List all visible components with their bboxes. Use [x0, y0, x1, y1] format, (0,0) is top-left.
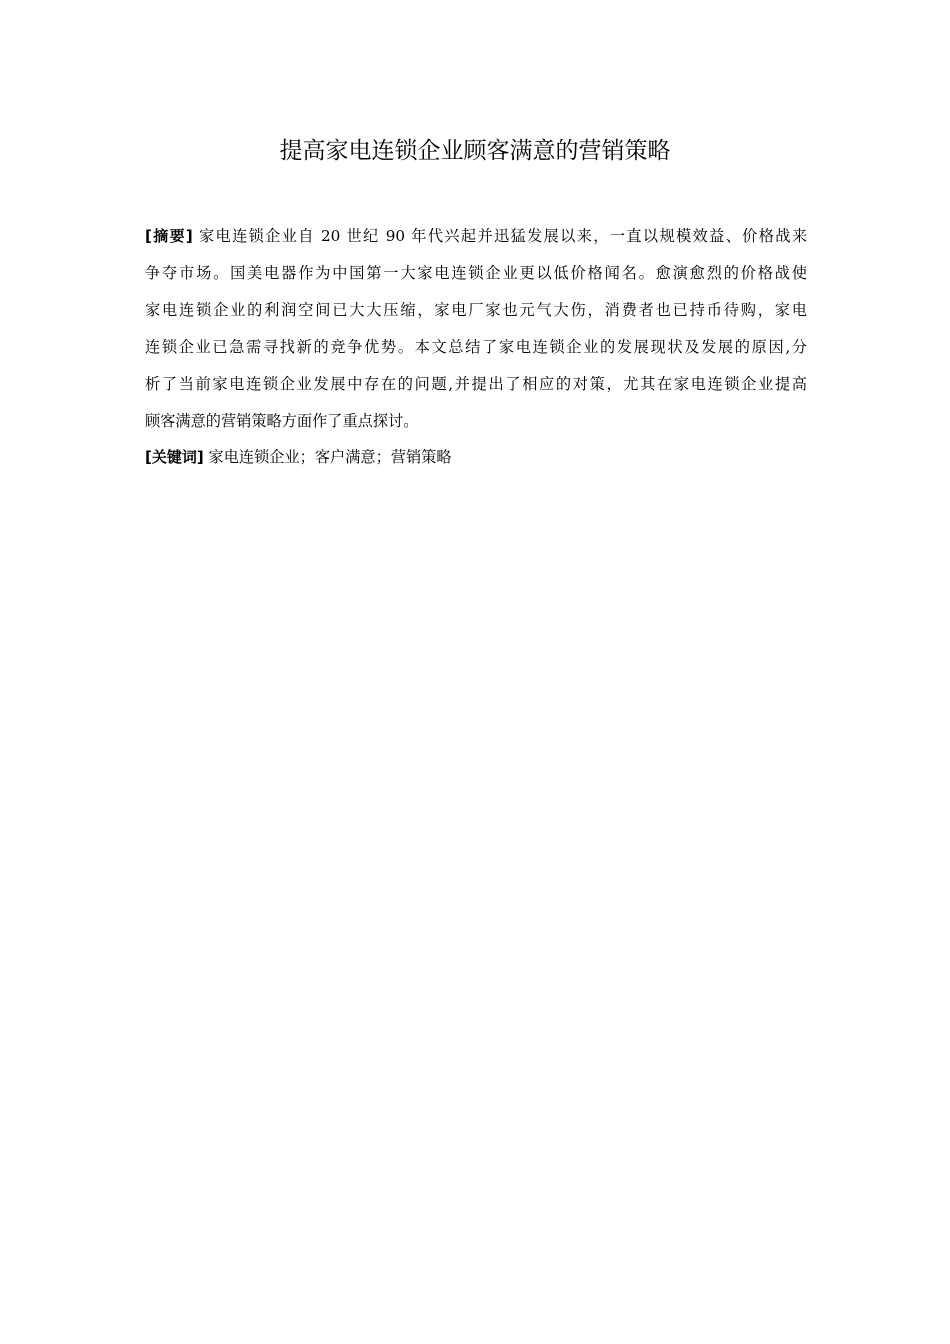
document-title: 提高家电连锁企业顾客满意的营销策略	[279, 138, 671, 164]
abstract-line-text: 家电连锁企业自 20 世纪 90 年代兴起并迅猛发展以来，一直以规模效益、价格战来	[198, 227, 808, 245]
abstract-label: [摘要]	[145, 227, 193, 245]
abstract-line: 家电连锁企业的利润空间已大大压缩，家电厂家也元气大伤，消费者也已持币待购，家电	[145, 301, 807, 319]
abstract-line: 析了当前家电连锁企业发展中存在的问题,并提出了相应的对策，尤其在家电连锁企业提高	[145, 375, 807, 393]
abstract-paragraph	[145, 218, 807, 440]
abstract-line: 顾客满意的营销策略方面作了重点探讨。	[145, 412, 419, 430]
abstract-line: 连锁企业已急需寻找新的竞争优势。本文总结了家电连锁企业的发展现状及发展的原因,分	[145, 338, 807, 356]
keywords-text: 家电连锁企业；客户满意；营销策略	[208, 448, 452, 466]
abstract-line: 争夺市场。国美电器作为中国第一大家电连锁企业更以低价格闻名。愈演愈烈的价格战使	[145, 264, 807, 282]
abstract-line	[145, 218, 807, 255]
keywords-paragraph	[145, 442, 807, 472]
keywords-label: [关键词]	[145, 448, 204, 466]
